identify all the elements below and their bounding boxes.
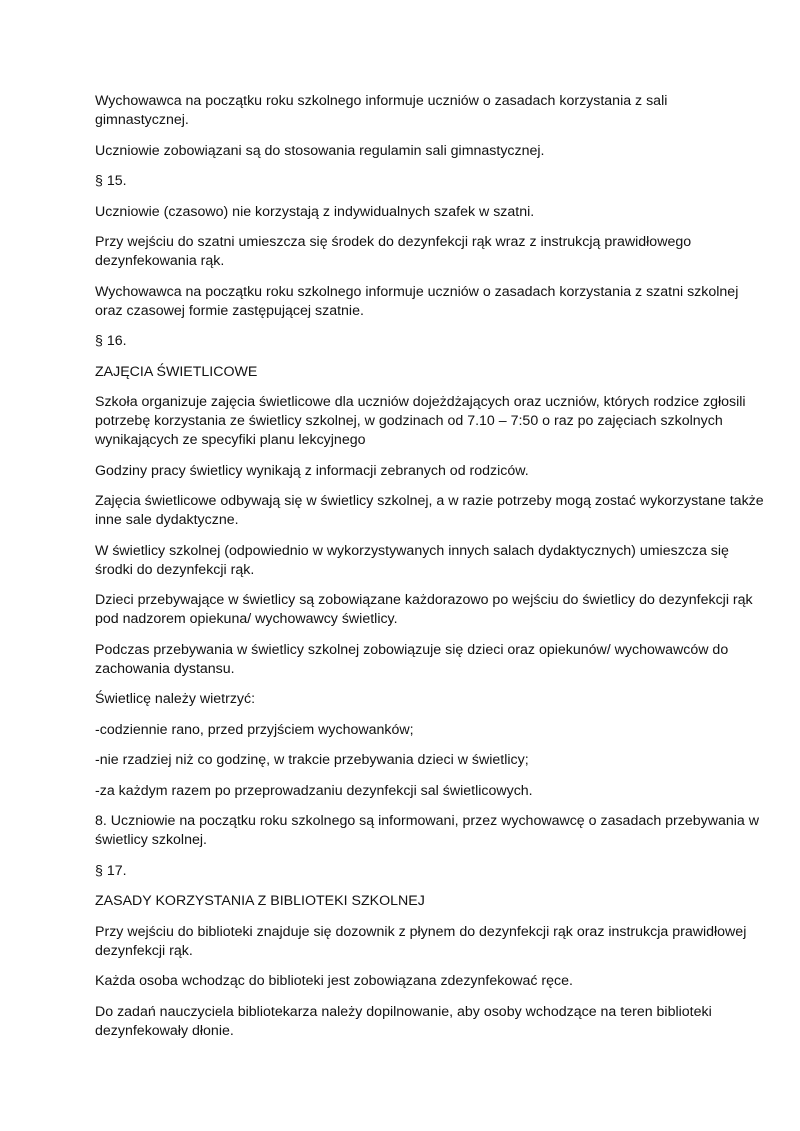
paragraph-day-room-hours: Godziny pracy świetlicy wynikają z informacji zebranych od rodziców. (95, 462, 529, 479)
paragraph-librarian-duty: Do zadań nauczyciela bibliotekarza należy dopilnowanie, aby osoby wchodzące na teren biblioteki dezynfekowały dłonie. (95, 1003, 712, 1039)
list-item-ventilation-morning: -codziennie rano, przed przyjściem wychowanków; (95, 721, 414, 738)
paragraph-day-room-disinfectant: W świetlicy szkolnej (odpowiednio w wykorzystywanych innych salach dydaktycznych) umieszcza się środki do dezynfekcji rąk. (95, 542, 729, 578)
paragraph-library-dispenser: Przy wejściu do biblioteki znajduje się dozownik z płynem do dezynfekcji rąk oraz instrukcja prawidłowej dezynfekcji rąk. (95, 923, 747, 959)
paragraph-day-room-organization: Szkoła organizuje zajęcia świetlicowe dla uczniów dojeżdżających oraz uczniów, których rodzice zgłosili potrzebę korzystania ze świetlicy szkolnej, w godzinach od 7.10 – 7:50 o raz po zajęciach szkolnych wynikających ze specyfiki planu lekcyjnego (95, 394, 746, 448)
section-heading-day-room: ZAJĘCIA ŚWIETLICOWE (95, 363, 258, 380)
document-body (95, 92, 765, 1052)
paragraph-cloakroom-info: Wychowawca na początku roku szkolnego informuje uczniów o zasadach korzystania z szatni szkolnej oraz czasowej formie zastępującej szatnie. (95, 283, 739, 319)
paragraph-distance: Podczas przebywania w świetlicy szkolnej zobowiązuje się dzieci oraz opiekunów/ wychowawców do zachowania dystansu. (95, 641, 729, 677)
paragraph-gym-info: Wychowawca na początku roku szkolnego informuje uczniów o zasadach korzystania z sali gimnastycznej. (95, 93, 668, 128)
paragraph-lockers: Uczniowie (czasowo) nie korzystają z indywidualnych szafek w szatni. (95, 203, 535, 220)
paragraph-day-room-rooms: Zajęcia świetlicowe odbywają się w świetlicy szkolnej, a w razie potrzeby mogą zostać wykorzystane także inne sale dydaktyczne. (95, 493, 764, 528)
paragraph-gym-rules: Uczniowie zobowiązani są do stosowania regulamin sali gimnastycznej. (95, 142, 545, 159)
section-number-15: § 15. (95, 173, 127, 189)
paragraph-library-disinfect: Każda osoba wchodząc do biblioteki jest zobowiązana zdezynfekować ręce. (95, 973, 573, 989)
section-number-17: § 17. (95, 862, 127, 879)
paragraph-cloakroom-disinfection: Przy wejściu do szatni umieszcza się środek do dezynfekcji rąk wraz z instrukcją prawidłowego dezynfekowania rąk. (95, 234, 692, 269)
section-heading-library: ZASADY KORZYSTANIA Z BIBLIOTEKI SZKOLNEJ (95, 893, 425, 909)
paragraph-children-disinfection: Dzieci przebywające w świetlicy są zobowiązane każdorazowo po wejściu do świetlicy do dezynfekcji rąk pod nadzorem opiekuna/ wychowawcy świetlicy. (95, 592, 753, 627)
list-item-ventilation-after-disinfection: -za każdym razem po przeprowadzaniu dezynfekcji sal świetlicowych. (95, 782, 533, 799)
section-number-16: § 16. (95, 333, 127, 349)
paragraph-ventilation-intro: Świetlicę należy wietrzyć: (95, 691, 256, 707)
paragraph-day-room-info: 8. Uczniowie na początku roku szkolnego są informowani, przez wychowawcę o zasadach przebywania w świetlicy szkolnej. (95, 813, 759, 848)
list-item-ventilation-hourly: -nie rzadziej niż co godzinę, w trakcie przebywania dzieci w świetlicy; (95, 752, 529, 768)
